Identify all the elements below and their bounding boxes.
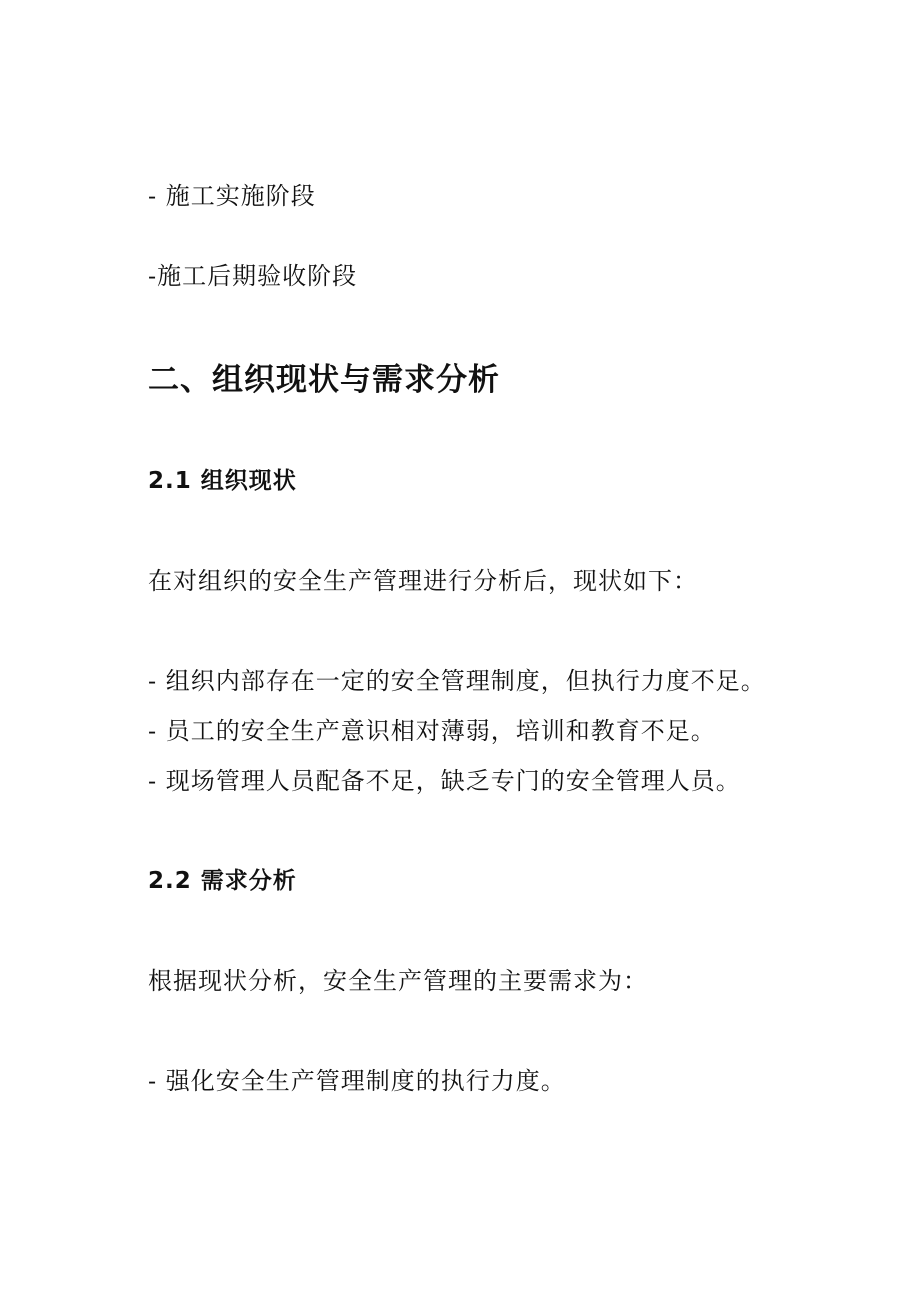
subsection-heading-status: 2.1 组织现状 bbox=[148, 468, 297, 494]
needs-list-item: - 强化安全生产管理制度的执行力度。 bbox=[148, 1067, 566, 1095]
section-heading: 二、组织现状与需求分析 bbox=[148, 362, 500, 398]
stage-item-acceptance: -施工后期验收阶段 bbox=[148, 262, 358, 290]
status-list-item: - 员工的安全生产意识相对薄弱，培训和教育不足。 bbox=[148, 717, 716, 745]
needs-intro-paragraph: 根据现状分析，安全生产管理的主要需求为： bbox=[148, 967, 648, 995]
status-intro-paragraph: 在对组织的安全生产管理进行分析后，现状如下： bbox=[148, 567, 698, 595]
status-list-item: - 组织内部存在一定的安全管理制度，但执行力度不足。 bbox=[148, 667, 766, 695]
subsection-heading-needs: 2.2 需求分析 bbox=[148, 868, 297, 894]
stage-item-construction: - 施工实施阶段 bbox=[148, 182, 316, 210]
status-list-item: - 现场管理人员配备不足，缺乏专门的安全管理人员。 bbox=[148, 767, 741, 795]
